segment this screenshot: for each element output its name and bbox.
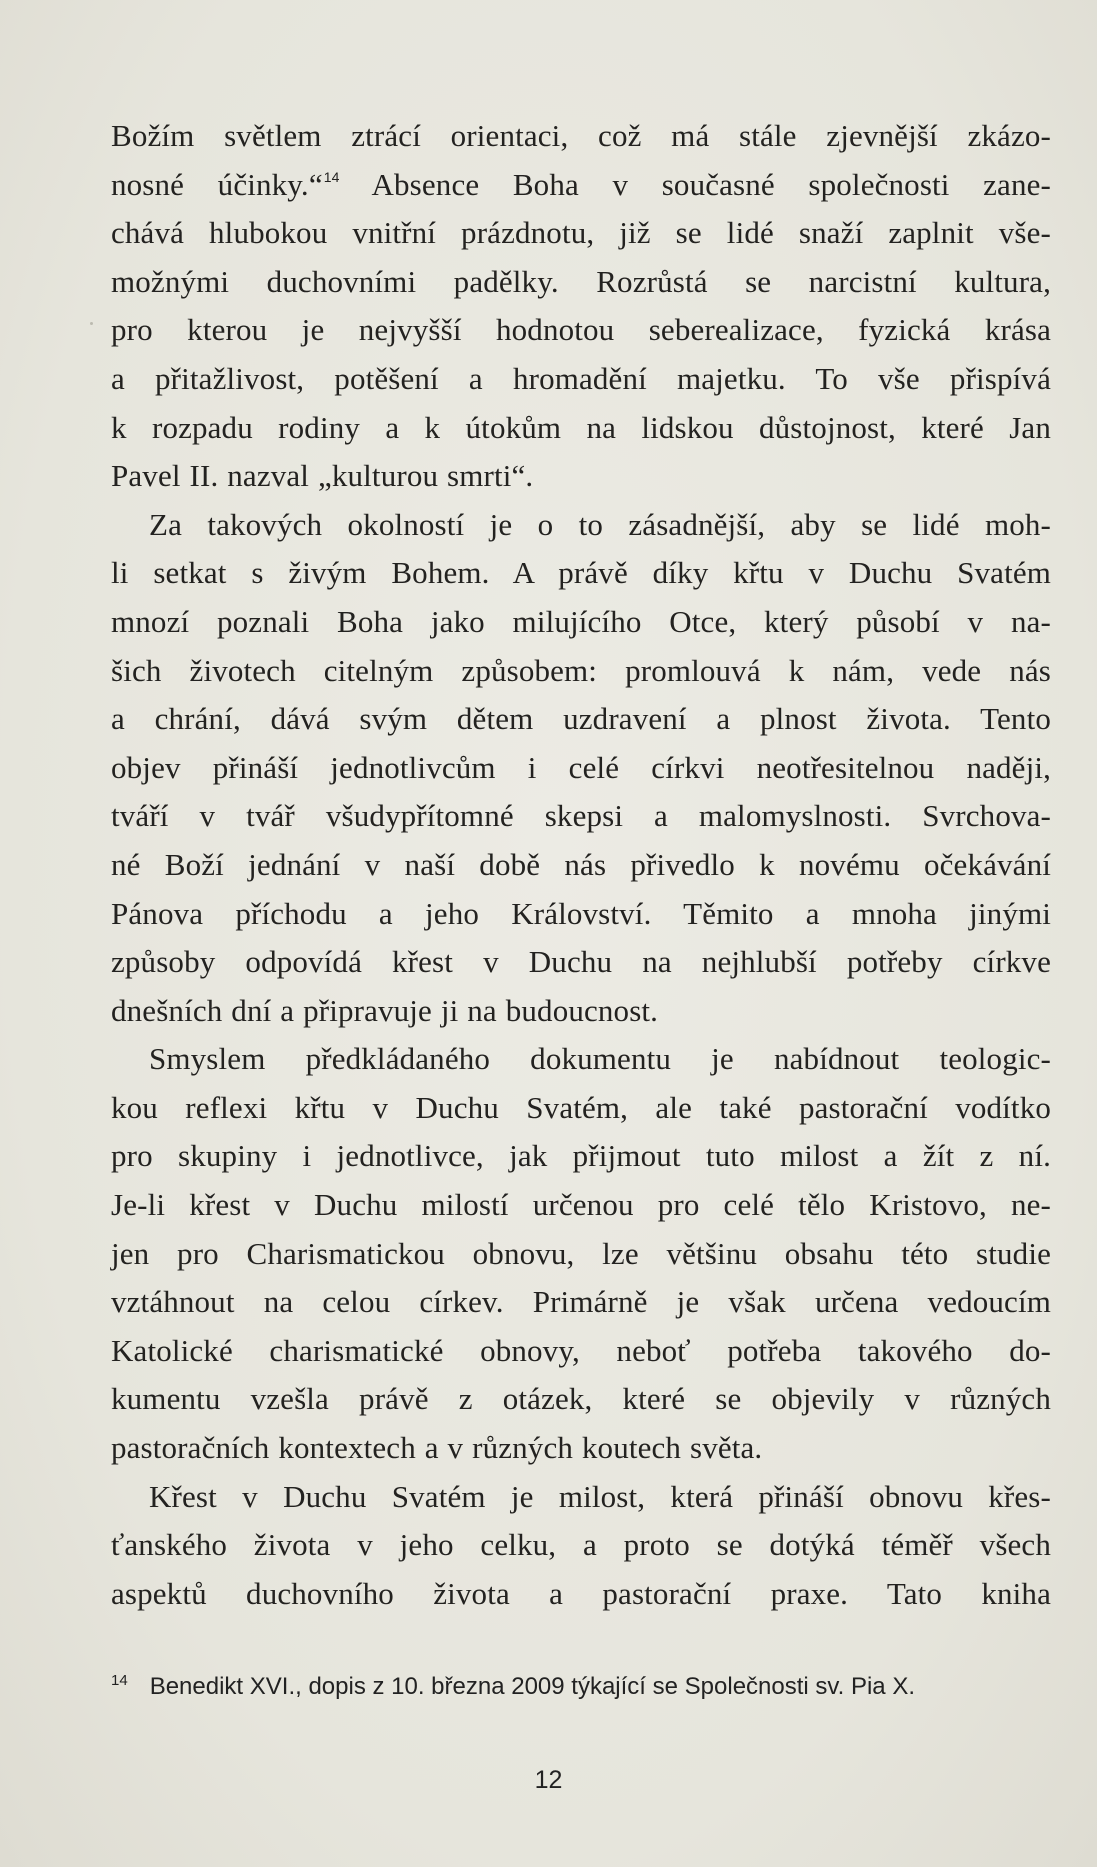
text-line: pastoračních kontextech a v různých koutech světa. bbox=[111, 1430, 763, 1466]
paper-speck bbox=[90, 322, 93, 325]
paragraph-3 bbox=[111, 1035, 1051, 1472]
text-line: k rozpadu rodiny a k útokům na lidskou důstojnost, které Jan bbox=[111, 409, 1051, 445]
text-line bbox=[111, 161, 1051, 210]
text-line: Pavel II. nazval „kulturou smrti“. bbox=[111, 458, 534, 494]
text-line: Je-li křest v Duchu milostí určenou pro celé tělo Kristovo, ne- bbox=[111, 1187, 1051, 1223]
text-line: objev přináší jednotlivcům i celé církvi neotřesitelnou naději, bbox=[111, 749, 1051, 785]
footnote bbox=[111, 1672, 1061, 1701]
text-line: kumentu vzešla právě z otázek, které se objevily v různých bbox=[111, 1381, 1051, 1417]
text-line: Katolické charismatické obnovy, neboť potřeba takového do- bbox=[111, 1332, 1051, 1368]
text-line: dnešních dní a připravuje ji na budoucnost. bbox=[111, 992, 659, 1028]
text-line: Smyslem předkládaného dokumentu je nabídnout teologic- bbox=[149, 1041, 1051, 1077]
text-line: možnými duchovními padělky. Rozrůstá se narcistní kultura, bbox=[111, 263, 1051, 299]
text-line: kou reflexi křtu v Duchu Svatém, ale také pastorační vodítko bbox=[111, 1089, 1051, 1125]
text-line: mnozí poznali Boha jako milujícího Otce, který působí v na- bbox=[111, 603, 1051, 639]
text-line: a chrání, dává svým dětem uzdravení a plnost života. Tento bbox=[111, 701, 1051, 737]
footnote-number: 14 bbox=[111, 1672, 128, 1689]
text-line: vztáhnout na celou církev. Primárně je však určena vedoucím bbox=[111, 1284, 1051, 1320]
footnote-text: Benedikt XVI., dopis z 10. března 2009 týkající se Společnosti sv. Pia X. bbox=[149, 1673, 915, 1700]
paragraph-2 bbox=[111, 501, 1051, 1036]
text-line: Pánova příchodu a jeho Království. Těmito a mnoha jinými bbox=[111, 895, 1051, 931]
text-line: né Boží jednání v naší době nás přivedlo k novému očekávání bbox=[111, 846, 1051, 882]
text-fragment: nosné účinky.“ bbox=[111, 166, 323, 202]
footnote-reference: 14 bbox=[323, 168, 340, 185]
main-text bbox=[111, 112, 1051, 1618]
text-line: způsoby odpovídá křest v Duchu na nejhlubší potřeby církve bbox=[111, 944, 1051, 980]
text-line: tváří v tvář všudypřítomné skepsi a malomyslnosti. Svrchova- bbox=[111, 798, 1051, 834]
text-line: ťanského života v jeho celku, a proto se dotýká téměř všech bbox=[111, 1527, 1051, 1563]
text-line: li setkat s živým Bohem. A právě díky křtu v Duchu Svatém bbox=[111, 555, 1051, 591]
text-line: Křest v Duchu Svatém je milost, která přináší obnovu křes- bbox=[149, 1478, 1051, 1514]
page-number: 12 bbox=[534, 1766, 563, 1794]
paragraph-1 bbox=[111, 112, 1051, 501]
text-line: aspektů duchovního života a pastorační praxe. Tato kniha bbox=[111, 1575, 1051, 1611]
text-line: jen pro Charismatickou obnovu, lze většinu obsahu této studie bbox=[111, 1235, 1051, 1271]
text-line: Božím světlem ztrácí orientaci, což má stále zjevnější zkázo- bbox=[111, 118, 1051, 153]
paragraph-4 bbox=[111, 1473, 1051, 1619]
text-line: šich životech citelným způsobem: promlouvá k nám, vede nás bbox=[111, 652, 1051, 688]
page-body bbox=[111, 112, 1051, 1812]
text-line: Za takových okolností je o to zásadnější, aby se lidé moh- bbox=[149, 506, 1051, 542]
text-line: pro skupiny i jednotlivce, jak přijmout tuto milost a žít z ní. bbox=[111, 1138, 1051, 1174]
text-line: pro kterou je nejvyšší hodnotou seberealizace, fyzická krása bbox=[111, 312, 1051, 348]
text-line: chává hlubokou vnitřní prázdnotu, již se lidé snaží zaplnit vše- bbox=[111, 215, 1051, 251]
text-fragment: Absence Boha v současné společnosti zane- bbox=[339, 166, 1051, 202]
text-line: a přitažlivost, potěšení a hromadění majetku. To vše přispívá bbox=[111, 360, 1051, 396]
